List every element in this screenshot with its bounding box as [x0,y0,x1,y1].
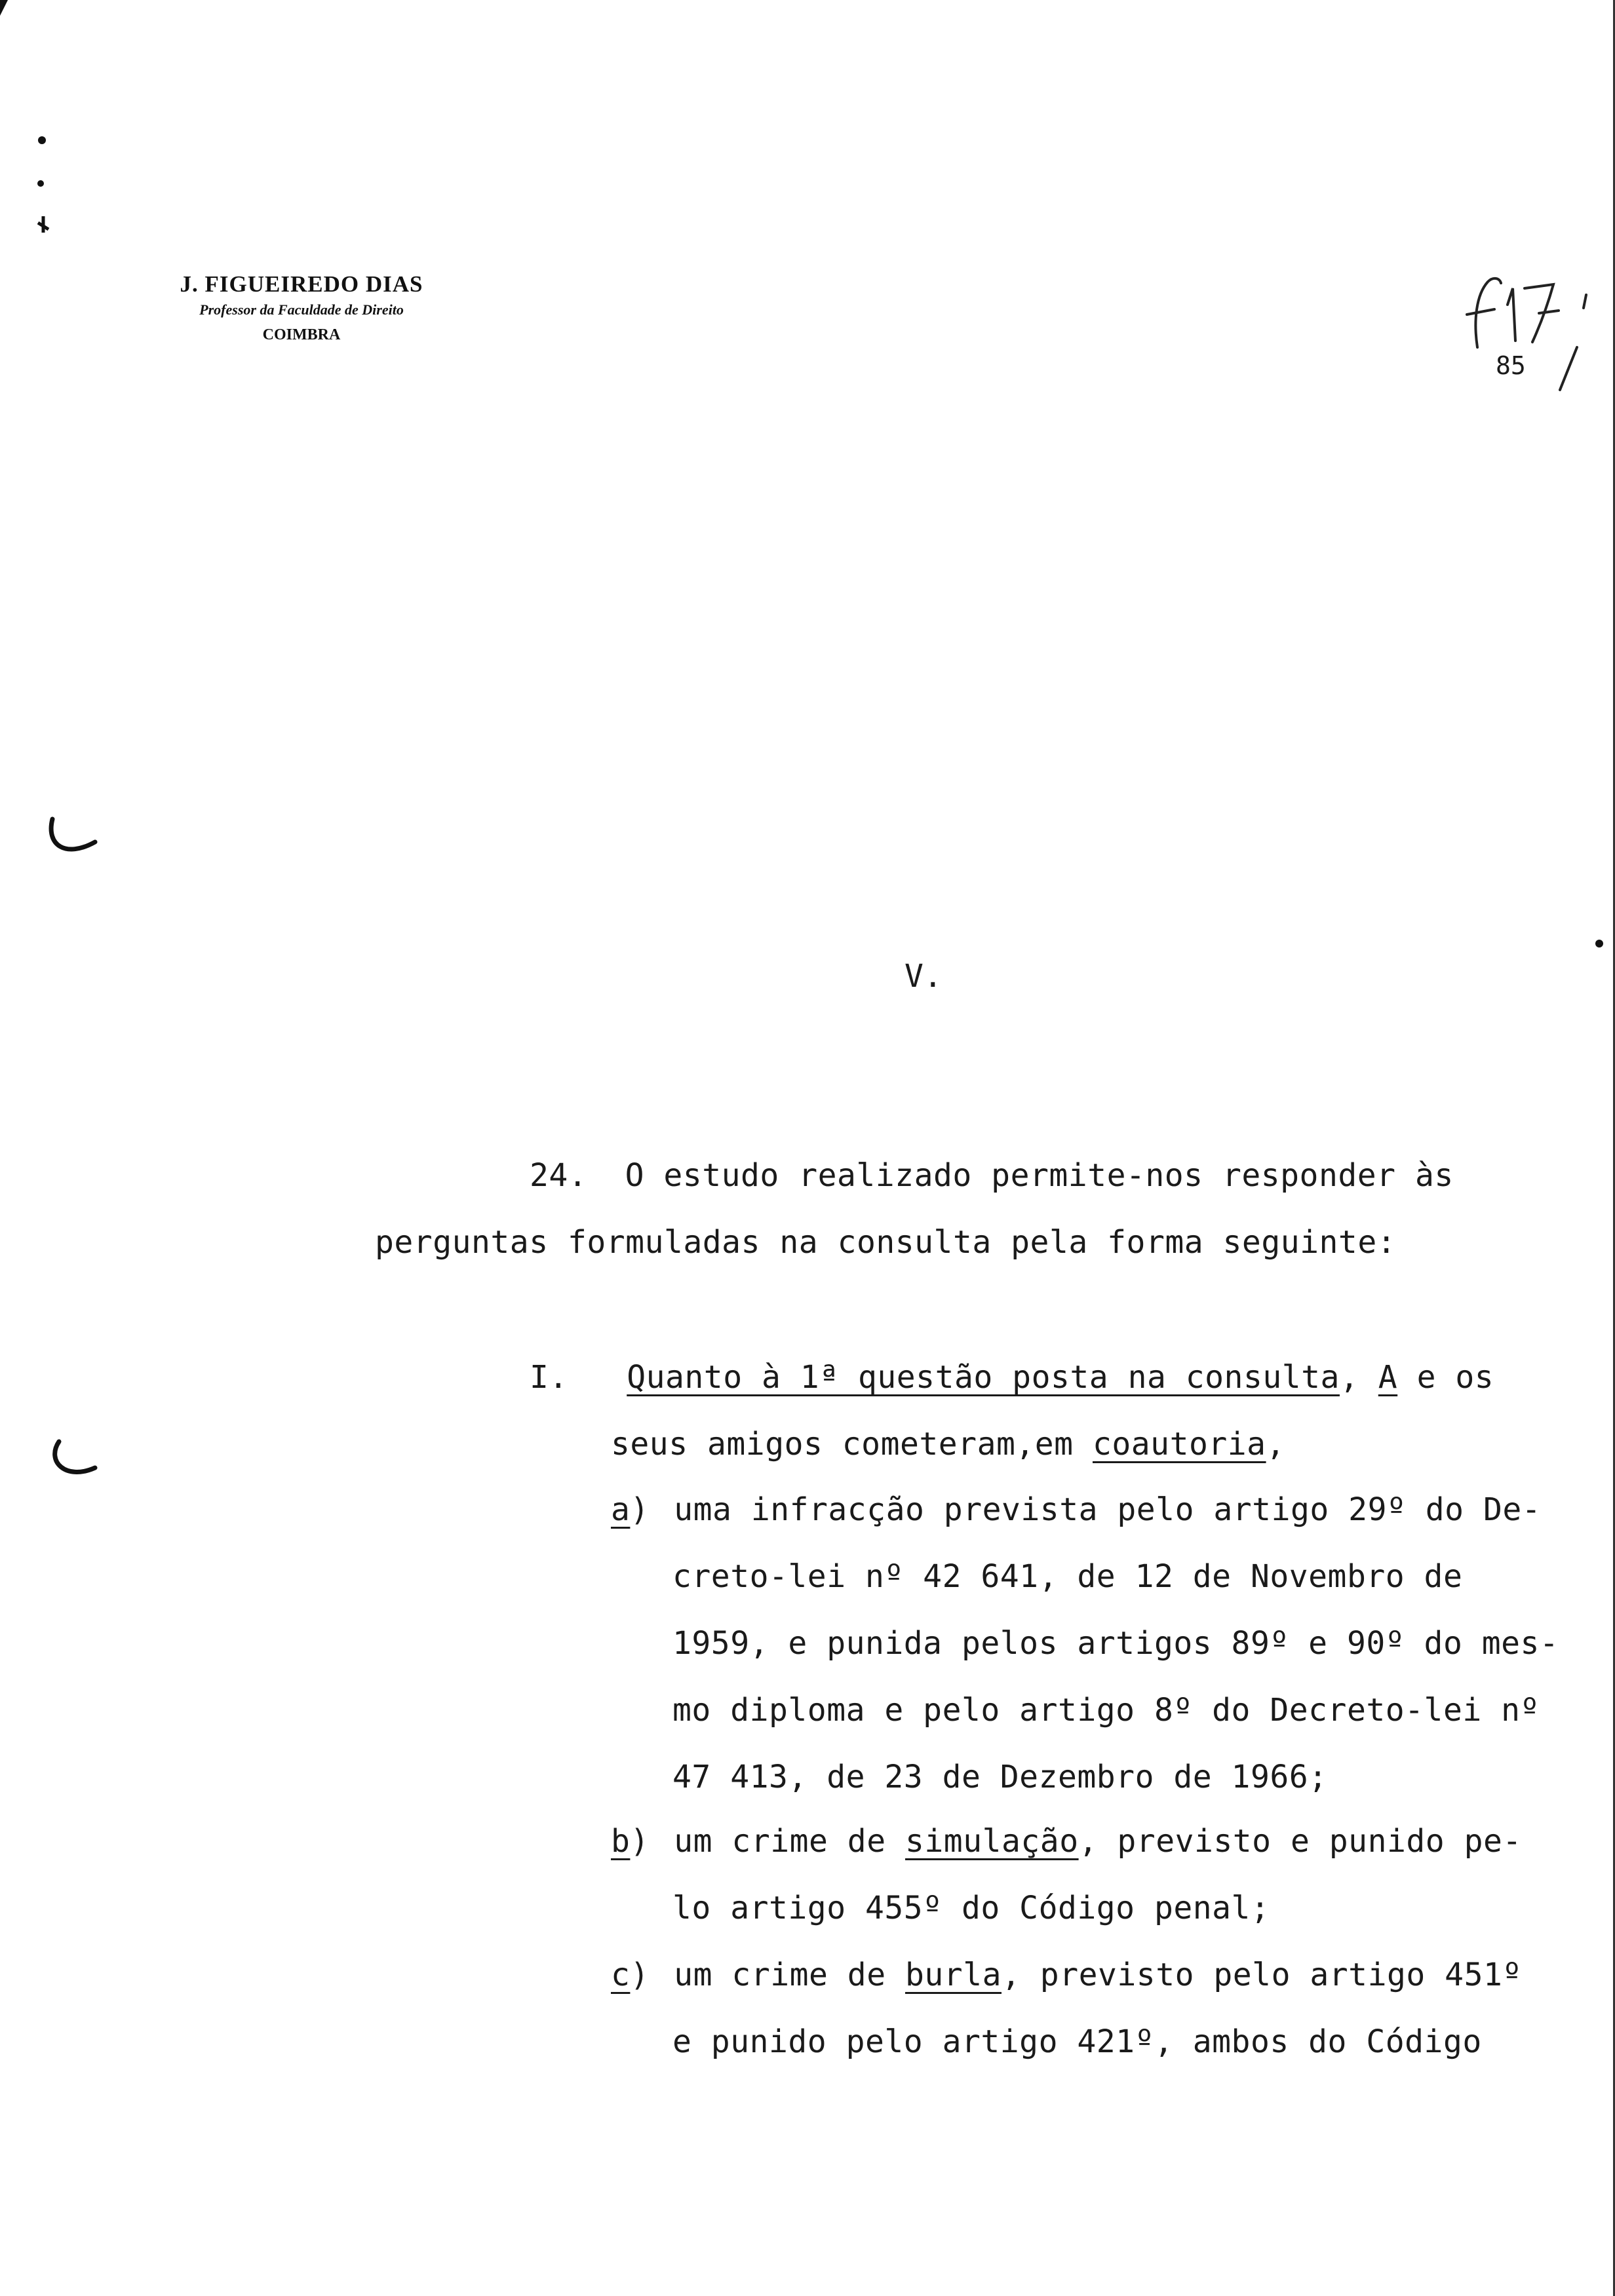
item-a-line-1 [611,1491,1541,1528]
item-a-line-3: 1959, e punida pelos artigos 89º e 90º do mes- [672,1625,1559,1662]
item-b-suffix: , previsto e punido pe- [1078,1823,1522,1860]
item-b-line-2: lo artigo 455º do Código penal; [672,1890,1270,1926]
item-c-letter: c [611,1957,631,1993]
paragraph-number: 24. [530,1157,588,1194]
letterhead-city: COIMBRA [262,326,341,343]
answer-heading-comma: , [1339,1359,1359,1396]
letterhead-name: J. FIGUEIREDO DIAS [180,271,423,297]
item-c-suffix: , previsto pelo artigo 451º [1002,1957,1522,1993]
answer-1-line-2 [611,1426,1285,1463]
answer-1-line-1 [530,1359,1494,1396]
item-a-line-5: 47 413, de 23 de Dezembro de 1966; [672,1759,1328,1795]
binding-mark-upper [39,813,105,865]
page-number: 85 [1496,351,1526,380]
answer-line2-suffix: , [1266,1426,1285,1463]
answer-numeral: I. [530,1359,568,1396]
answer-line2-prefix: seus amigos cometeram,em [611,1426,1093,1463]
simulacao-term: simulação [905,1823,1079,1860]
paragraph-24-line-2: perguntas formuladas na consulta pela forma seguinte: [375,1224,1397,1261]
item-b-line-1 [611,1823,1522,1860]
paragraph-24-line-1 [530,1157,1454,1194]
answer-heading: Quanto à 1ª questão posta na consulta [627,1359,1340,1396]
answer-heading-rest: e os [1397,1359,1494,1396]
item-a-letter: a [611,1491,631,1528]
burla-term: burla [905,1957,1002,1993]
paragraph-text: O estudo realizado permite-nos responder às [625,1157,1454,1194]
item-b-letter: b [611,1823,631,1860]
margin-specks [26,124,66,242]
item-a-text: uma infracção prevista pelo artigo 29º do De- [674,1491,1542,1528]
item-c-prefix: um crime de [674,1957,905,1993]
handwritten-folio-mark [1462,269,1593,393]
item-a-paren: ) [630,1491,650,1528]
item-a-line-4: mo diploma e pelo artigo 8º do Decreto-lei nº [672,1692,1540,1729]
coautoria-term: coautoria [1092,1426,1266,1463]
section-heading: V. [905,958,943,995]
binding-mark-lower [39,1435,105,1487]
item-c-line-2: e punido pelo artigo 421º, ambos do Código [672,2023,1482,2060]
item-c-line-1 [611,1957,1522,1993]
item-c-paren: ) [630,1957,650,1993]
item-a-line-2: creto-lei nº 42 641, de 12 de Novembro de [672,1558,1463,1595]
subject-letter: A [1378,1359,1398,1396]
letterhead-title: Professor da Faculdade de Direito [199,301,404,318]
item-b-prefix: um crime de [674,1823,905,1860]
letterhead [144,271,459,344]
edge-speck [1593,937,1606,950]
item-b-paren: ) [630,1823,650,1860]
corner-mark [0,0,13,20]
